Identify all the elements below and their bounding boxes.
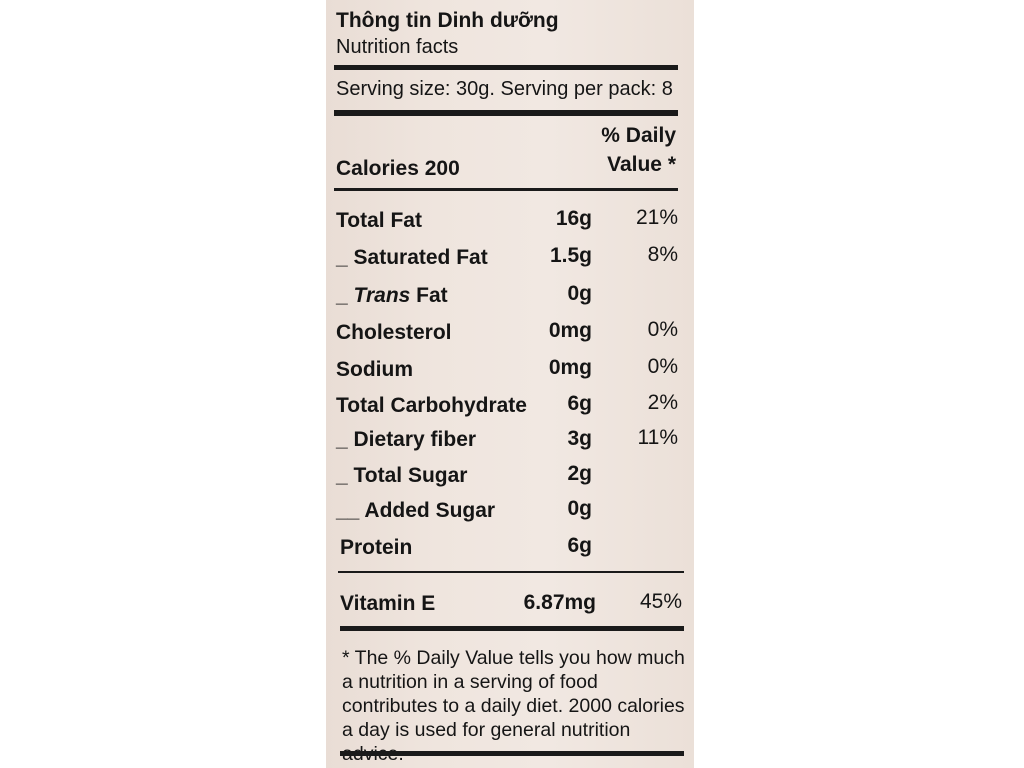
nutrient-name: Cholesterol (336, 321, 452, 344)
title-vietnamese: Thông tin Dinh dưỡng (336, 9, 559, 32)
nutrient-amount: 1.5g (549, 244, 592, 267)
serving-info: Serving size: 30g. Serving per pack: 8 (336, 78, 673, 100)
nutrient-amount: 3g (567, 427, 592, 450)
nutrient-dv: 0% (647, 318, 678, 341)
nutrient-name: Total Carbohydrate (336, 394, 527, 417)
nutrient-name: _ Saturated Fat (336, 246, 488, 269)
title-english: Nutrition facts (336, 36, 459, 58)
nutrient-name: Protein (340, 536, 413, 559)
trans-fat-suffix: Fat (410, 284, 448, 307)
nutrient-name: __ Added Sugar (336, 499, 496, 522)
footnote: * The % Daily Value tells you how much a nutrition in a serving of food contributes to a daily diet. 2000 calories a day is used for general nutrition (342, 647, 685, 741)
trans-fat-prefix: _ (336, 284, 354, 307)
nutrient-dv: 8% (647, 243, 678, 266)
nutrient-amount: 6g (567, 534, 592, 557)
nutrient-name: Total Fat (336, 209, 422, 232)
nutrient-dv: 21% (635, 206, 678, 229)
rule-serving (334, 110, 678, 116)
nutrient-dv: 0% (647, 355, 678, 378)
nutrient-amount: 16g (555, 207, 592, 230)
nutrient-amount: 0g (567, 282, 592, 305)
nutrient-amount: 2g (567, 462, 592, 485)
vitamin-dv: 45% (639, 590, 682, 613)
nutrient-amount: 6g (567, 392, 592, 415)
vitamin-amount: 6.87mg (523, 591, 596, 614)
nutrient-dv: 2% (647, 391, 678, 414)
nutrient-amount: 0g (567, 497, 592, 520)
nutrient-name: Sodium (336, 358, 413, 381)
rule-vitamins (338, 571, 684, 573)
rule-bottom (340, 751, 684, 756)
nutrition-label (326, 0, 694, 768)
nutrient-amount: 0mg (548, 356, 592, 379)
nutrient-amount: 0mg (548, 319, 592, 342)
trans-fat-italic: Trans (353, 284, 411, 307)
rule-top (334, 65, 678, 70)
nutrient-name: _ Total Sugar (336, 464, 468, 487)
nutrient-name: _ Dietary fiber (336, 428, 477, 451)
rule-calories (334, 188, 678, 191)
daily-value-header-line2: Value * (607, 153, 676, 176)
nutrient-dv: 11% (637, 426, 678, 449)
calories: Calories 200 (336, 157, 460, 180)
vitamin-name: Vitamin E (340, 592, 436, 615)
daily-value-header-line1: % Daily (601, 124, 676, 147)
rule-footnote (340, 626, 684, 631)
nutrient-name-trans-fat (336, 285, 448, 306)
